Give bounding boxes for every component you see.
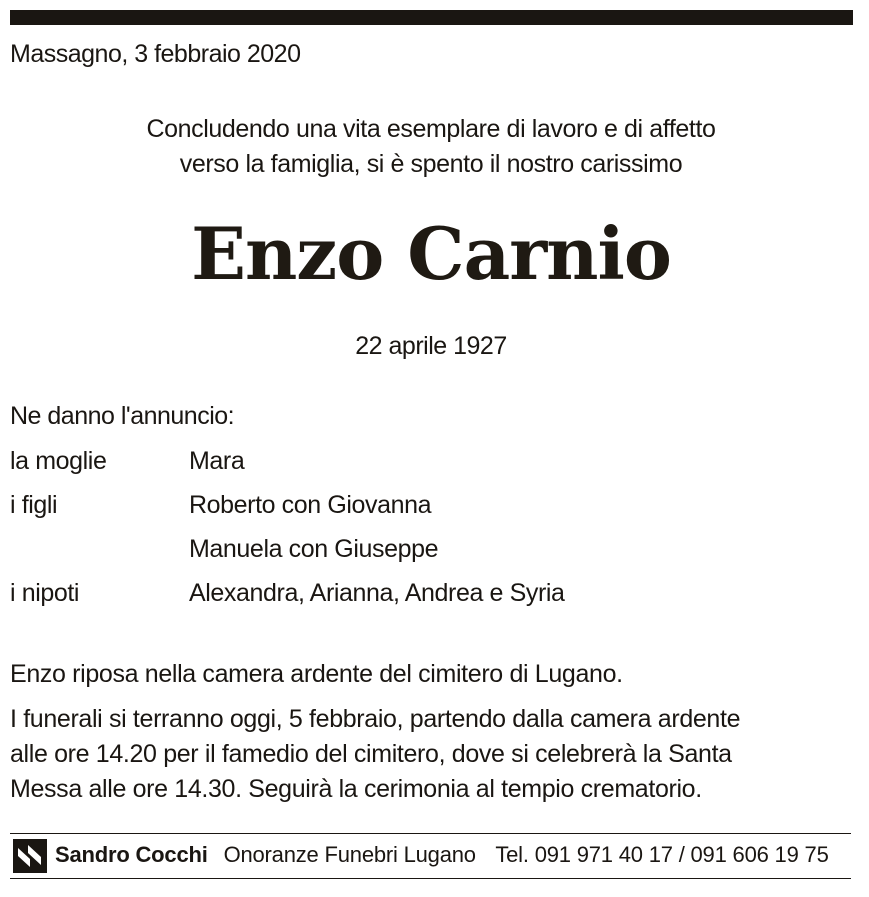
family-names: Mara [189, 447, 245, 475]
announcement-heading: Ne danno l'annuncio: [10, 402, 235, 430]
footer [55, 842, 829, 868]
footer-top-rule [10, 833, 851, 834]
closing-line: Enzo riposa nella camera ardente del cimitero di Lugano. [10, 660, 623, 688]
family-relation: la moglie [10, 447, 107, 475]
deceased-name: Enzo Carnio [191, 211, 671, 296]
footer-bottom-rule [10, 878, 851, 879]
company-description: Onoranze Funebri Lugano [223, 842, 476, 867]
funeral-home-logo-icon [13, 839, 47, 873]
family-names: Alexandra, Arianna, Andrea e Syria [189, 579, 565, 607]
family-names: Roberto con Giovanna [189, 491, 432, 519]
company-name: Sandro Cocchi [55, 842, 208, 867]
closing-line: I funerali si terranno oggi, 5 febbraio, partendo dalla camera ardente [10, 705, 741, 733]
place-date: Massagno, 3 febbraio 2020 [10, 40, 301, 68]
top-rule [10, 10, 853, 25]
family-relation: i nipoti [10, 579, 80, 607]
closing-line: alle ore 14.20 per il famedio del cimitero, dove si celebrerà la Santa [10, 740, 732, 768]
family-relation: i figli [10, 491, 58, 519]
family-names: Manuela con Giuseppe [189, 535, 439, 563]
intro-line: Concludendo una vita esemplare di lavoro e di affetto [146, 115, 716, 143]
closing-line: Messa alle ore 14.30. Seguirà la cerimonia al tempio crematorio. [10, 775, 702, 803]
intro-line: verso la famiglia, si è spento il nostro carissimo [179, 150, 683, 178]
birth-date: 22 aprile 1927 [355, 332, 507, 360]
intro-text [0, 112, 862, 182]
company-phone: Tel. 091 971 40 17 / 091 606 19 75 [495, 842, 829, 867]
